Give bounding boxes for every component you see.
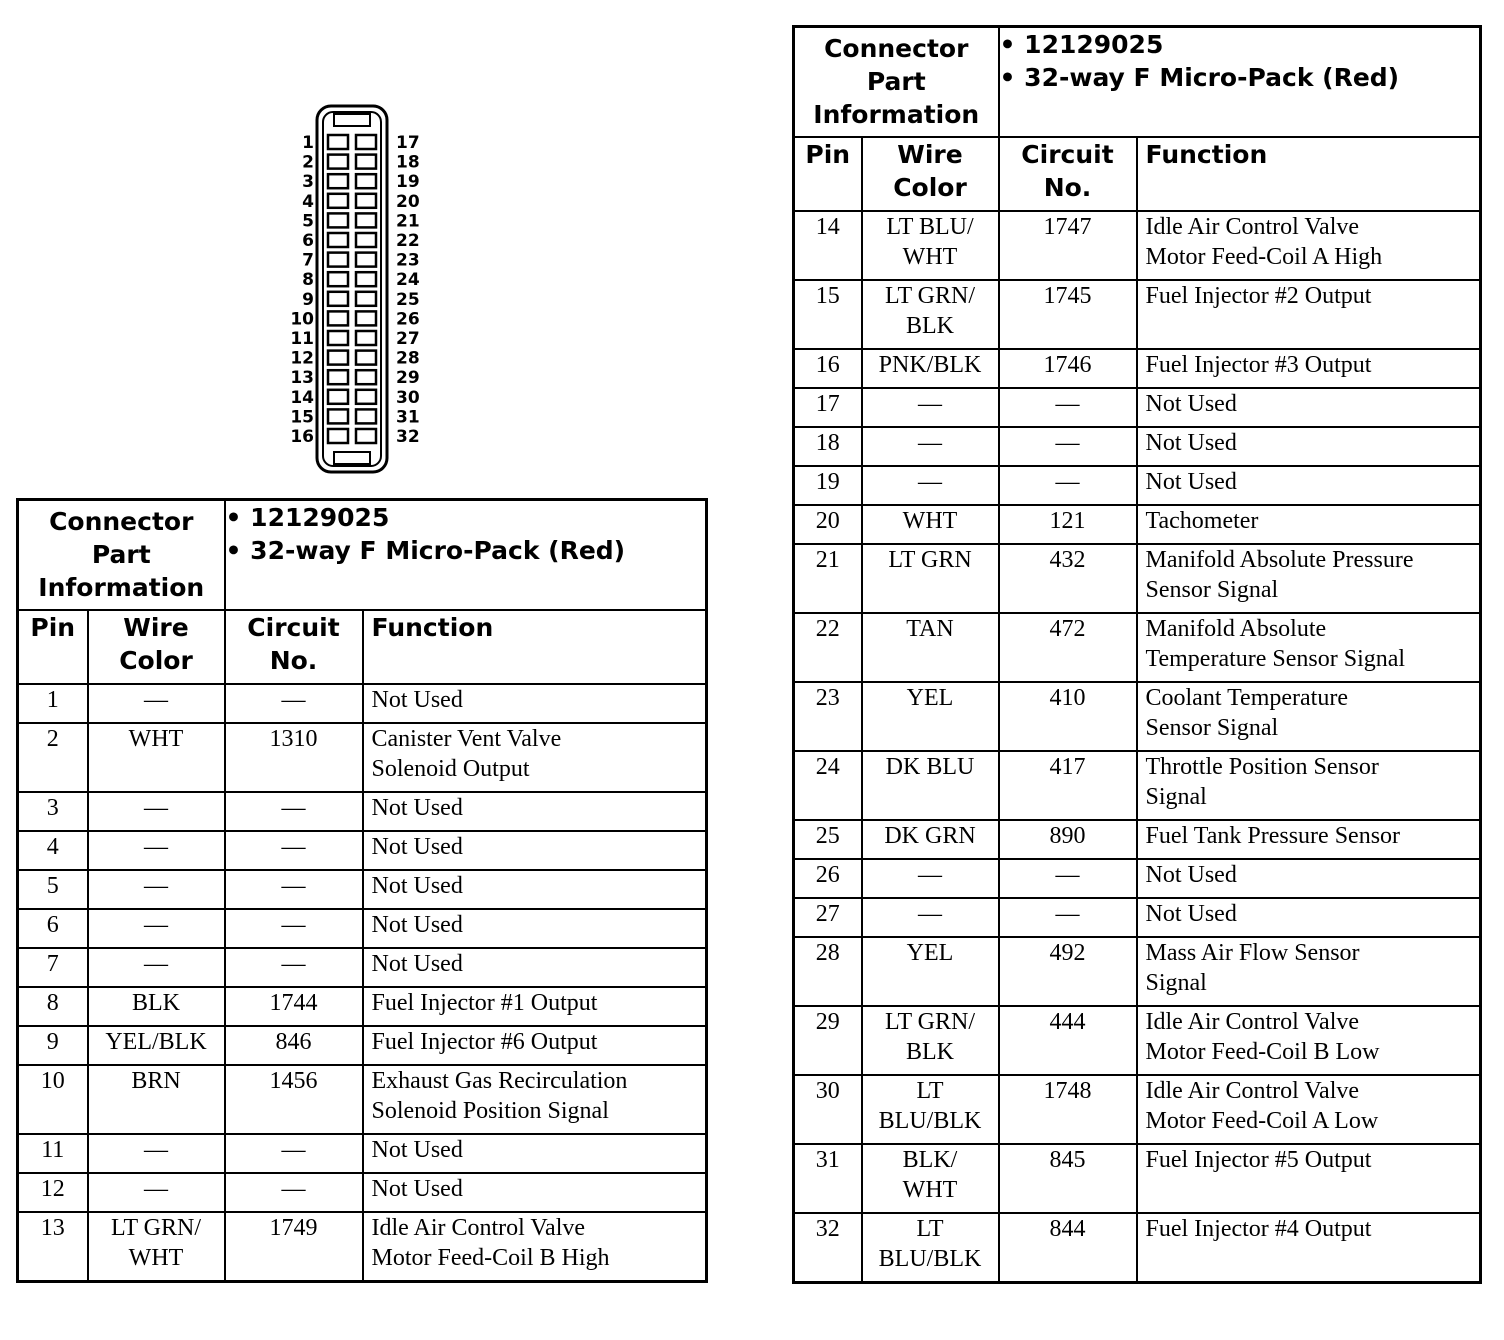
pin-cell: 27 [794,898,862,937]
pin-cell: 19 [794,466,862,505]
pin-cavity-left [328,351,348,365]
pin-cavity-right [356,370,376,384]
col-function: Function [363,610,707,684]
function-cell: Canister Vent Valve Solenoid Output [363,723,707,792]
pin-number-label: 6 [302,231,314,251]
function-cell: Idle Air Control Valve Motor Feed-Coil A Low [1137,1075,1481,1144]
pin-number-label: 31 [396,407,420,428]
pin-number-label: 2 [302,152,314,173]
wire-color-cell: WHT [88,723,225,792]
pin-cavity-right [356,409,376,423]
function-cell: Manifold Absolute Pressure Sensor Signal [1137,544,1481,613]
wire-color-cell: YEL [862,682,999,751]
pin-cavity-right [356,272,376,286]
pin-number-label: 19 [396,172,420,193]
pin-cell: 15 [794,280,862,349]
pin-cavity-right [356,292,376,306]
circuit-cell: 121 [999,505,1137,544]
pin-number-label: 25 [396,289,420,310]
circuit-cell: 845 [999,1144,1137,1213]
pin-cavity-right [356,174,376,188]
pin-number-label: 27 [396,329,420,349]
pin-cavity-left [328,135,348,149]
pin-number-label: 17 [396,133,420,153]
circuit-cell: 444 [999,1006,1137,1075]
wire-color-cell: LT BLU/ WHT [862,211,999,280]
wire-color-cell: LT GRN/ WHT [88,1212,225,1282]
pin-cavity-left [328,272,348,286]
pin-cavity-left [328,233,348,247]
pin-cavity-left [328,311,348,325]
pin-cavity-right [356,194,376,208]
pin-cavity-right [356,253,376,267]
circuit-cell: 417 [999,751,1137,820]
pin-number-label: 8 [302,270,314,291]
table-row [794,820,1481,859]
connector-info-label: Connector Part Information [18,500,225,611]
connector-info-value [225,500,707,611]
pin-cavity-left [328,390,348,404]
function-cell: Manifold Absolute Temperature Sensor Signal [1137,613,1481,682]
pin-number-label: 32 [396,427,420,447]
pin-cell: 23 [794,682,862,751]
wire-color-cell: — [88,1134,225,1173]
wire-color-cell: LT GRN/ BLK [862,280,999,349]
table-row [18,1212,707,1282]
function-cell: Not Used [1137,466,1481,505]
connector-top-latch [334,114,370,126]
pin-number-label: 3 [302,172,314,193]
function-cell: Throttle Position Sensor Signal [1137,751,1481,820]
pin-cavity-left [328,429,348,443]
table-row [18,909,707,948]
wire-color-cell: — [88,831,225,870]
pin-cell: 21 [794,544,862,613]
wire-color-cell: — [862,388,999,427]
pin-cell: 18 [794,427,862,466]
connector-pins [290,133,420,447]
table-row [18,723,707,792]
circuit-cell: — [999,898,1137,937]
table-row [18,1173,707,1212]
pin-cell: 1 [18,684,88,723]
col-pin: Pin [794,137,862,211]
pin-cavity-left [328,370,348,384]
part-number: • 12129025 [999,30,1164,59]
circuit-cell: — [225,684,363,723]
function-cell: Not Used [1137,898,1481,937]
function-cell: Not Used [363,792,707,831]
table-row [18,792,707,831]
wire-color-cell: — [88,684,225,723]
circuit-cell: — [999,388,1137,427]
wire-color-cell: WHT [862,505,999,544]
pin-number-label: 18 [396,152,420,173]
table-row [794,544,1481,613]
column-header-row [18,610,707,684]
pin-cell: 25 [794,820,862,859]
pin-cell: 26 [794,859,862,898]
pin-cavity-left [328,213,348,227]
circuit-cell: — [225,870,363,909]
circuit-cell: 472 [999,613,1137,682]
pin-number-label: 21 [396,211,420,232]
wire-color-cell: BRN [88,1065,225,1134]
pin-cavity-right [356,351,376,365]
function-cell: Idle Air Control Valve Motor Feed-Coil A High [1137,211,1481,280]
circuit-cell: 1745 [999,280,1137,349]
wire-color-cell: DK GRN [862,820,999,859]
pin-cell: 24 [794,751,862,820]
connector-info-row [794,27,1481,138]
wire-color-cell: YEL/BLK [88,1026,225,1065]
connector-bottom-latch [334,452,370,464]
wire-color-cell: — [862,427,999,466]
col-function: Function [1137,137,1481,211]
circuit-cell: — [225,1134,363,1173]
table-row [18,987,707,1026]
function-cell: Fuel Injector #4 Output [1137,1213,1481,1283]
table-row [794,751,1481,820]
table-row [794,859,1481,898]
table-row [18,831,707,870]
function-cell: Idle Air Control Valve Motor Feed-Coil B High [363,1212,707,1282]
pin-cell: 17 [794,388,862,427]
wire-color-cell: — [88,948,225,987]
pin-cell: 30 [794,1075,862,1144]
wire-color-cell: LT GRN/ BLK [862,1006,999,1075]
part-number: • 12129025 [225,503,390,532]
pin-number-label: 26 [396,309,420,330]
pin-cell: 12 [18,1173,88,1212]
table-row [794,1075,1481,1144]
pin-cell: 20 [794,505,862,544]
function-cell: Idle Air Control Valve Motor Feed-Coil B Low [1137,1006,1481,1075]
pin-cell: 4 [18,831,88,870]
pin-number-label: 1 [302,133,314,153]
wire-color-cell: LT BLU/BLK [862,1075,999,1144]
circuit-cell: 1747 [999,211,1137,280]
table-row [18,870,707,909]
pin-number-label: 20 [396,191,420,212]
circuit-cell: 1456 [225,1065,363,1134]
table-row [794,427,1481,466]
function-cell: Not Used [363,948,707,987]
wire-color-cell: — [88,1173,225,1212]
circuit-cell: — [225,831,363,870]
circuit-cell: — [225,792,363,831]
circuit-cell: 1310 [225,723,363,792]
pin-cavity-right [356,213,376,227]
circuit-cell: 432 [999,544,1137,613]
function-cell: Fuel Injector #3 Output [1137,349,1481,388]
circuit-cell: — [999,427,1137,466]
col-circuit: Circuit No. [225,610,363,684]
pin-number-label: 29 [396,368,420,389]
table-row [794,1144,1481,1213]
wire-color-cell: — [88,792,225,831]
pin-number-label: 23 [396,250,420,271]
circuit-cell: 1744 [225,987,363,1026]
wire-color-cell: LT BLU/BLK [862,1213,999,1283]
pin-cavity-right [356,311,376,325]
wire-color-cell: DK BLU [862,751,999,820]
circuit-cell: — [225,1173,363,1212]
pin-number-label: 22 [396,231,420,251]
col-pin: Pin [18,610,88,684]
column-header-row [794,137,1481,211]
function-cell: Not Used [1137,388,1481,427]
function-cell: Exhaust Gas Recirculation Solenoid Position Signal [363,1065,707,1134]
wire-color-cell: BLK/ WHT [862,1144,999,1213]
pin-number-label: 28 [396,348,420,369]
connector-diagram [270,98,440,480]
function-cell: Fuel Injector #2 Output [1137,280,1481,349]
table-row [794,937,1481,1006]
circuit-cell: 1749 [225,1212,363,1282]
pin-number-label: 13 [290,368,314,389]
function-cell: Mass Air Flow Sensor Signal [1137,937,1481,1006]
pin-cell: 6 [18,909,88,948]
table-row [794,388,1481,427]
pin-number-label: 14 [290,387,314,408]
pin-cavity-left [328,331,348,345]
circuit-cell: — [225,948,363,987]
function-cell: Not Used [363,684,707,723]
function-cell: Not Used [1137,427,1481,466]
table-row [794,505,1481,544]
pin-number-label: 16 [290,427,314,447]
circuit-cell: 492 [999,937,1137,1006]
connector-info-row [18,500,707,611]
pin-cell: 13 [18,1212,88,1282]
function-cell: Coolant Temperature Sensor Signal [1137,682,1481,751]
pin-cavity-left [328,174,348,188]
pin-cell: 32 [794,1213,862,1283]
pin-cell: 7 [18,948,88,987]
circuit-cell: 1748 [999,1075,1137,1144]
pin-cell: 10 [18,1065,88,1134]
pin-cell: 14 [794,211,862,280]
circuit-cell: 1746 [999,349,1137,388]
circuit-cell: 410 [999,682,1137,751]
function-cell: Not Used [363,1134,707,1173]
wire-color-cell: — [88,909,225,948]
function-cell: Fuel Injector #1 Output [363,987,707,1026]
pin-cell: 28 [794,937,862,1006]
circuit-cell: — [999,466,1137,505]
pin-cell: 16 [794,349,862,388]
pin-number-label: 5 [302,211,314,232]
pin-cavity-left [328,194,348,208]
col-wire-color: Wire Color [862,137,999,211]
pin-cavity-right [356,233,376,247]
wire-color-cell: YEL [862,937,999,1006]
pin-number-label: 12 [290,348,314,369]
connector-info-label: Connector Part Information [794,27,999,138]
connector-face-svg [270,98,440,480]
pin-cell: 5 [18,870,88,909]
wire-color-cell: — [862,466,999,505]
circuit-cell: — [225,909,363,948]
wire-color-cell: TAN [862,613,999,682]
pin-cavity-right [356,331,376,345]
table-row [794,211,1481,280]
pin-number-label: 9 [302,289,314,310]
pin-number-label: 24 [396,270,420,291]
pinout-table-right [792,25,1482,1284]
connector-inner-shell [323,112,381,466]
pin-cavity-right [356,135,376,149]
table-row [18,1065,707,1134]
pinout-table-left [16,498,708,1283]
pin-number-label: 11 [290,329,314,349]
pin-number-label: 4 [302,191,314,212]
col-circuit: Circuit No. [999,137,1137,211]
function-cell: Fuel Injector #5 Output [1137,1144,1481,1213]
function-cell: Not Used [363,831,707,870]
circuit-cell: — [999,859,1137,898]
pin-cell: 31 [794,1144,862,1213]
pin-cavity-left [328,155,348,169]
function-cell: Not Used [363,1173,707,1212]
pin-cell: 2 [18,723,88,792]
table-row [794,1006,1481,1075]
wire-color-cell: — [862,898,999,937]
function-cell: Fuel Injector #6 Output [363,1026,707,1065]
circuit-cell: 844 [999,1213,1137,1283]
pin-cell: 11 [18,1134,88,1173]
function-cell: Not Used [363,909,707,948]
connector-description: • 32-way F Micro-Pack (Red) [999,63,1400,92]
connector-description: • 32-way F Micro-Pack (Red) [225,536,626,565]
table-row [794,349,1481,388]
table-row [794,1213,1481,1283]
table-row [794,682,1481,751]
wire-color-cell: — [862,859,999,898]
table-row [18,1026,707,1065]
pin-cavity-right [356,390,376,404]
function-cell: Not Used [363,870,707,909]
table-row [794,898,1481,937]
pin-cell: 29 [794,1006,862,1075]
function-cell: Tachometer [1137,505,1481,544]
pin-cavity-left [328,253,348,267]
pin-cell: 22 [794,613,862,682]
pin-cavity-left [328,292,348,306]
circuit-cell: 846 [225,1026,363,1065]
pin-cell: 8 [18,987,88,1026]
pin-cell: 9 [18,1026,88,1065]
table-row [18,684,707,723]
table-row [18,1134,707,1173]
circuit-cell: 890 [999,820,1137,859]
pin-number-label: 15 [290,407,314,428]
wire-color-cell: LT GRN [862,544,999,613]
pin-cell: 3 [18,792,88,831]
wire-color-cell: PNK/BLK [862,349,999,388]
pin-cavity-right [356,429,376,443]
table-row [794,613,1481,682]
table-row [18,948,707,987]
table-row [794,280,1481,349]
col-wire-color: Wire Color [88,610,225,684]
connector-info-value [999,27,1481,138]
wire-color-cell: BLK [88,987,225,1026]
table-row [794,466,1481,505]
pin-number-label: 10 [290,309,314,330]
pin-cavity-right [356,155,376,169]
pin-number-label: 30 [396,387,420,408]
function-cell: Fuel Tank Pressure Sensor [1137,820,1481,859]
wire-color-cell: — [88,870,225,909]
pin-number-label: 7 [302,250,314,271]
pin-cavity-left [328,409,348,423]
function-cell: Not Used [1137,859,1481,898]
